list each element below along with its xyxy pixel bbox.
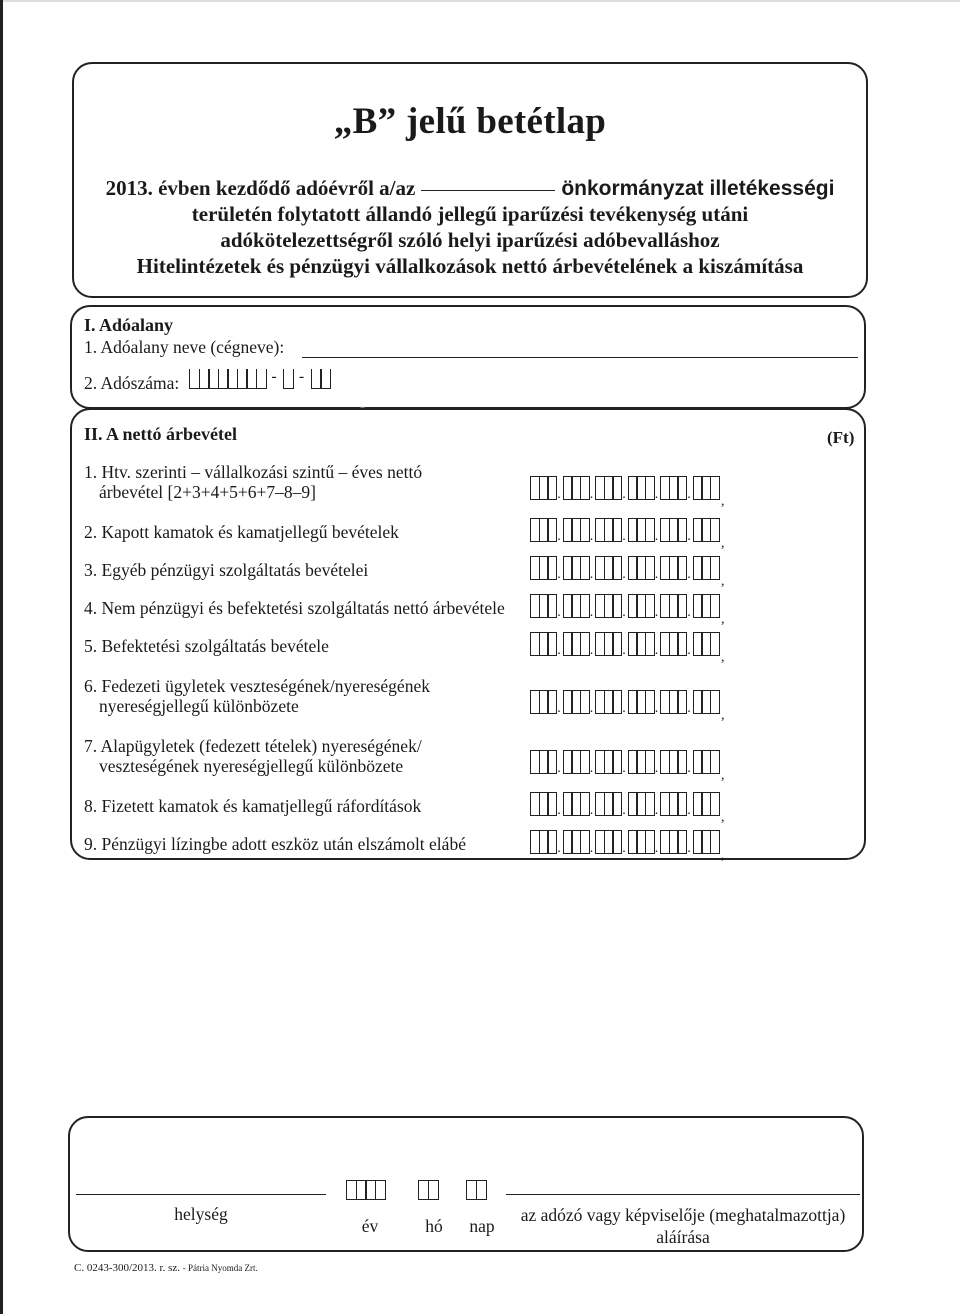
form-code-footer (74, 1262, 258, 1274)
municipality-field[interactable] (421, 190, 555, 191)
decimal-comma: , (721, 494, 725, 509)
tax-number-field[interactable] (189, 369, 330, 389)
thousands-separator: . (589, 701, 594, 716)
thousands-separator: . (654, 643, 659, 658)
revenue-amount-field[interactable] (530, 556, 725, 589)
thousands-separator: . (687, 803, 691, 818)
thousands-separator: . (557, 529, 561, 544)
thousands-separator: . (622, 529, 626, 544)
digit-cell[interactable] (710, 518, 720, 542)
amount-digit-group[interactable] (563, 690, 589, 714)
currency-unit: (Ft) (827, 428, 855, 447)
thousands-separator: . (622, 803, 626, 818)
tax-number-label: 2. Adószáma: (84, 373, 180, 393)
amount-digit-group[interactable] (595, 632, 621, 656)
amount-digit-group[interactable] (660, 750, 686, 774)
amount-digit-group[interactable] (693, 750, 719, 774)
amount-digit-group[interactable] (563, 632, 589, 656)
thousands-separator: . (687, 643, 691, 658)
day-field[interactable] (466, 1180, 485, 1200)
thousands-separator: . (687, 529, 691, 544)
thousands-separator: . (687, 701, 691, 716)
digit-cell[interactable] (710, 476, 720, 500)
thousands-separator: . (654, 841, 659, 856)
tax-number-group[interactable] (189, 369, 265, 389)
taxpayer-name-field[interactable] (302, 357, 858, 358)
amount-digit-group[interactable] (628, 632, 654, 656)
amount-digit-group[interactable] (628, 750, 654, 774)
signature-field[interactable] (506, 1194, 860, 1195)
revenue-amount-field[interactable] (530, 518, 725, 551)
amount-digit-group[interactable] (693, 476, 719, 500)
section-net-revenue (70, 408, 866, 863)
thousands-separator: . (654, 605, 659, 620)
digit-cell[interactable] (710, 632, 720, 656)
amount-digit-group[interactable] (628, 690, 654, 714)
revenue-row-label-cont: nyereségjellegű különbözete (99, 696, 299, 716)
digit-cell[interactable] (710, 792, 720, 816)
thousands-separator: . (687, 841, 691, 856)
amount-digit-group[interactable] (563, 556, 589, 580)
amount-digit-group[interactable] (595, 792, 621, 816)
signer-label (506, 1204, 860, 1248)
amount-digit-group[interactable] (693, 690, 719, 714)
amount-digit-group[interactable] (530, 690, 556, 714)
tax-number-group[interactable] (311, 369, 330, 389)
year-field[interactable] (346, 1180, 384, 1200)
thousands-separator: . (557, 567, 561, 582)
thousands-separator: . (622, 643, 626, 658)
decimal-comma: , (721, 612, 725, 627)
amount-digit-group[interactable] (563, 518, 589, 542)
amount-digit-group[interactable] (660, 830, 686, 854)
thousands-separator: . (622, 701, 626, 716)
thousands-separator: . (687, 761, 691, 776)
scan-left-edge (0, 0, 3, 1314)
revenue-row-label: 7. Alapügyletek (fedezett tételek) nyereségének/ (84, 736, 422, 756)
thousands-separator: . (557, 643, 561, 658)
amount-digit-group[interactable] (660, 594, 686, 618)
thousands-separator: . (654, 487, 659, 502)
tax-number-dash: - (298, 368, 305, 385)
month-field[interactable] (418, 1180, 437, 1200)
decimal-comma: , (721, 848, 725, 863)
digit-cell[interactable] (476, 1180, 487, 1200)
revenue-row-label: 3. Egyéb pénzügyi szolgáltatás bevételei (84, 560, 369, 580)
header-line-1 (74, 176, 866, 201)
thousands-separator: . (557, 803, 561, 818)
decimal-comma: , (721, 768, 725, 783)
thousands-separator: . (557, 487, 561, 502)
month-label: hó (425, 1216, 443, 1236)
thousands-separator: . (622, 605, 626, 620)
section-net-revenue-title: II. A nettó árbevétel (84, 424, 237, 444)
signature-box (68, 1116, 864, 1252)
digit-cell[interactable] (710, 830, 720, 854)
amount-digit-group[interactable] (628, 594, 654, 618)
thousands-separator: . (654, 761, 659, 776)
amount-digit-group[interactable] (563, 594, 589, 618)
amount-digit-group[interactable] (595, 594, 621, 618)
amount-digit-group[interactable] (530, 830, 556, 854)
revenue-row-label: 6. Fedezeti ügyletek veszteségének/nyereségének (84, 676, 430, 696)
thousands-separator: . (687, 567, 691, 582)
tax-number-dash: - (271, 368, 277, 385)
revenue-row-label: 4. Nem pénzügyi és befektetési szolgáltatás nettó árbevétele (84, 598, 505, 618)
header-box (72, 62, 868, 298)
amount-digit-group[interactable] (628, 476, 654, 500)
revenue-amount-field[interactable] (530, 632, 725, 665)
year-label: év (361, 1216, 379, 1236)
thousands-separator: . (589, 487, 594, 502)
page-title: „B” jelű betétlap (333, 101, 607, 142)
thousands-separator: . (622, 761, 626, 776)
thousands-separator: . (654, 529, 659, 544)
revenue-row-label-cont: árbevétel [2+3+4+5+6+7–8–9] (99, 482, 316, 502)
amount-digit-group[interactable] (530, 792, 556, 816)
thousands-separator: . (622, 487, 626, 502)
digit-cell[interactable] (710, 690, 720, 714)
thousands-separator: . (589, 841, 594, 856)
day-label: nap (469, 1216, 495, 1236)
amount-digit-group[interactable] (628, 792, 654, 816)
thousands-separator: . (589, 529, 594, 544)
tax-number-group[interactable] (283, 369, 293, 389)
amount-digit-group[interactable] (693, 594, 719, 618)
thousands-separator: . (589, 761, 594, 776)
thousands-separator: . (589, 567, 594, 582)
header-line-2: területén folytatott állandó jellegű iparűzési tevékenység utáni (191, 202, 749, 226)
thousands-separator: . (557, 841, 561, 856)
amount-digit-group[interactable] (530, 518, 556, 542)
amount-digit-group[interactable] (530, 476, 556, 500)
amount-digit-group[interactable] (563, 830, 589, 854)
thousands-separator: . (654, 567, 659, 582)
digit-cell[interactable] (375, 1180, 386, 1200)
amount-digit-group[interactable] (693, 632, 719, 656)
amount-digit-group[interactable] (530, 594, 556, 618)
scan-top-edge (0, 0, 960, 2)
header-line-1-right: önkormányzat illetékességi (561, 177, 835, 200)
revenue-amount-field[interactable] (530, 792, 725, 825)
decimal-comma: , (721, 708, 725, 723)
amount-digit-group[interactable] (693, 792, 719, 816)
signer-label-line-1: az adózó vagy képviselője (meghatalmazottja) (520, 1205, 846, 1225)
revenue-amount-field[interactable] (530, 830, 725, 863)
header-line-1-left: 2013. évben kezdődő adóévről a/az (105, 176, 416, 200)
amount-digit-group[interactable] (693, 556, 719, 580)
amount-digit-group[interactable] (660, 792, 686, 816)
digit-cell[interactable] (710, 556, 720, 580)
revenue-amount-field[interactable] (530, 750, 725, 783)
amount-digit-group[interactable] (563, 792, 589, 816)
amount-digit-group[interactable] (628, 556, 654, 580)
amount-digit-group[interactable] (595, 690, 621, 714)
decimal-comma: , (721, 650, 725, 665)
amount-digit-group[interactable] (660, 690, 686, 714)
thousands-separator: . (557, 761, 561, 776)
amount-digit-group[interactable] (595, 518, 621, 542)
amount-digit-group[interactable] (693, 830, 719, 854)
amount-digit-group[interactable] (530, 632, 556, 656)
revenue-row-label: 5. Befektetési szolgáltatás bevétele (84, 636, 329, 656)
digit-cell[interactable] (428, 1180, 439, 1200)
thousands-separator: . (589, 803, 594, 818)
thousands-separator: . (654, 701, 659, 716)
place-field[interactable] (76, 1194, 326, 1195)
decimal-comma: , (721, 810, 725, 825)
thousands-separator: . (622, 567, 626, 582)
thousands-separator: . (687, 605, 691, 620)
revenue-row-label: 8. Fizetett kamatok és kamatjellegű ráfordítások (84, 796, 422, 816)
place-label: helység (174, 1204, 228, 1224)
amount-digit-group[interactable] (693, 518, 719, 542)
thousands-separator: . (589, 643, 594, 658)
digit-cell[interactable] (320, 369, 331, 389)
revenue-row-label-cont: veszteségének nyereségjellegű különbözete (99, 756, 404, 776)
signer-label-line-2: aláírása (656, 1227, 710, 1247)
amount-digit-group[interactable] (595, 556, 621, 580)
header-line-4: Hitelintézetek és pénzügyi vállalkozások nettó árbevételének a kiszámítása (136, 254, 804, 278)
revenue-row-label: 9. Pénzügyi lízingbe adott eszköz után elszámolt elábé (84, 834, 466, 854)
revenue-row-label: 2. Kapott kamatok és kamatjellegű bevételek (84, 522, 399, 542)
digit-cell[interactable] (283, 369, 294, 389)
amount-digit-group[interactable] (628, 830, 654, 854)
revenue-amount-field[interactable] (530, 690, 725, 723)
section-taxpayer-title: I. Adóalany (84, 315, 174, 335)
amount-digit-group[interactable] (595, 476, 621, 500)
thousands-separator: . (654, 803, 659, 818)
revenue-row-label: 1. Htv. szerinti – vállalkozási szintű – éves nettó (84, 462, 423, 482)
digit-cell[interactable] (710, 750, 720, 774)
revenue-amount-field[interactable] (530, 594, 725, 627)
amount-digit-group[interactable] (530, 750, 556, 774)
revenue-amount-field[interactable] (530, 476, 725, 509)
amount-digit-group[interactable] (563, 750, 589, 774)
decimal-comma: , (721, 536, 725, 551)
amount-digit-group[interactable] (660, 518, 686, 542)
form-code: C. 0243-300/2013. r. sz. (74, 1262, 181, 1274)
section-taxpayer (70, 305, 866, 409)
thousands-separator: . (557, 701, 561, 716)
digit-cell[interactable] (710, 594, 720, 618)
amount-digit-group[interactable] (628, 518, 654, 542)
thousands-separator: . (622, 841, 626, 856)
thousands-separator: . (589, 605, 594, 620)
digit-cell[interactable] (256, 369, 267, 389)
amount-digit-group[interactable] (660, 556, 686, 580)
amount-digit-group[interactable] (660, 632, 686, 656)
amount-digit-group[interactable] (595, 750, 621, 774)
amount-digit-group[interactable] (660, 476, 686, 500)
amount-digit-group[interactable] (595, 830, 621, 854)
amount-digit-group[interactable] (563, 476, 589, 500)
taxpayer-name-label: 1. Adóalany neve (cégneve): (84, 337, 285, 357)
thousands-separator: . (687, 487, 691, 502)
decimal-comma: , (721, 574, 725, 589)
header-line-3: adókötelezettségről szóló helyi iparűzési adóbevalláshoz (220, 228, 720, 252)
amount-digit-group[interactable] (530, 556, 556, 580)
printer-name: - Pátria Nyomda Zrt. (182, 1263, 258, 1273)
thousands-separator: . (557, 605, 561, 620)
